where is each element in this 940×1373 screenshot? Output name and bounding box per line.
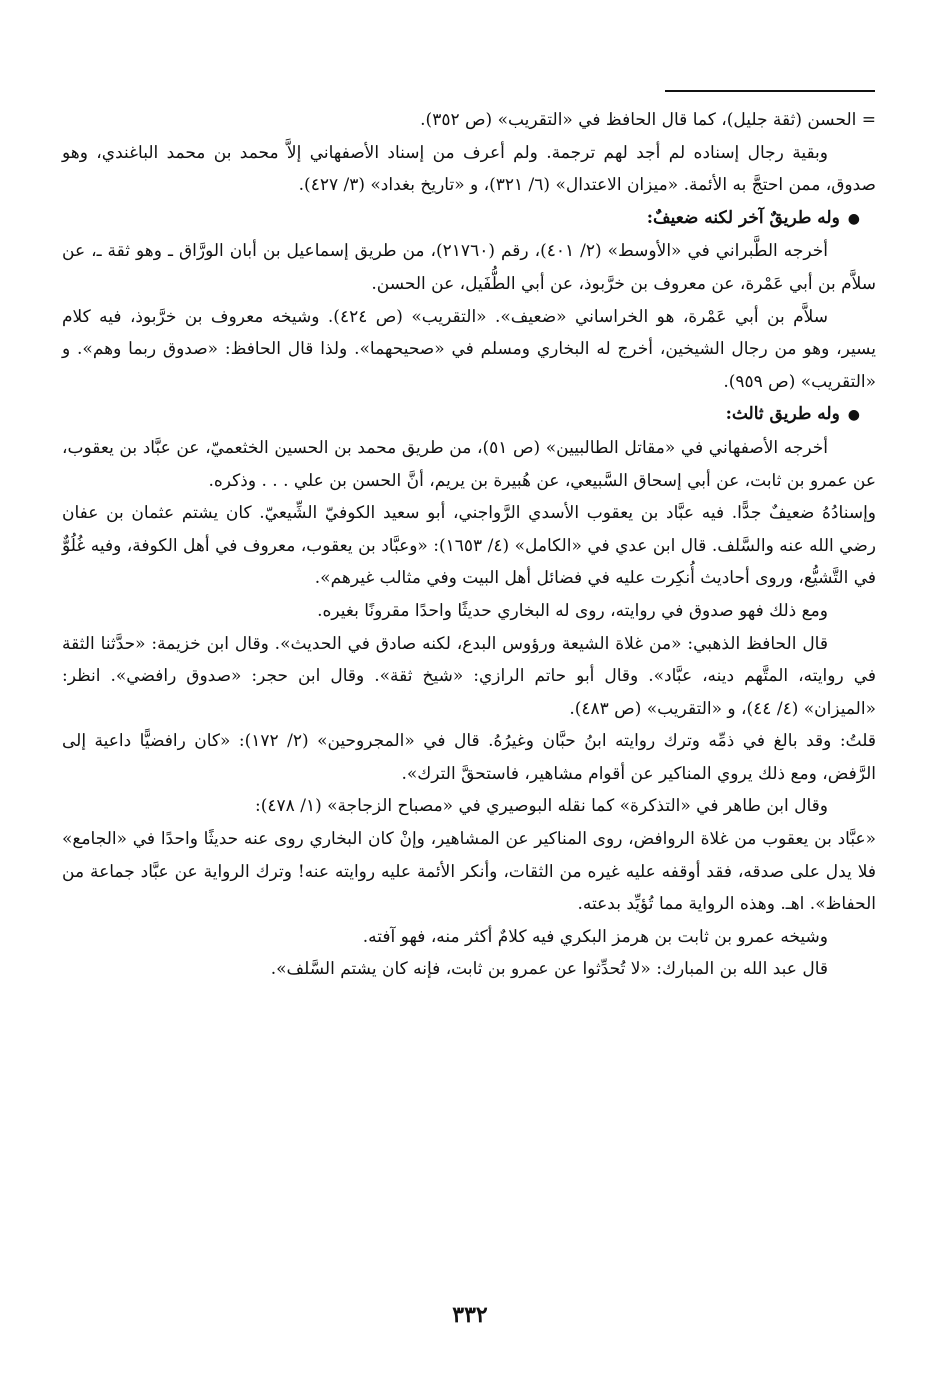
paragraph: أخرجه الطَّبراني في «الأوسط» (٢/ ٤٠١)، رقم (٢١٧٦٠)، من طريق إسماعيل بن أبان الورَّاق ـ وهو ثقة ـ، عن سلاَّم بن أبي عَمْرة، عن معروف بن خرَّبوذ، عن أبي الطُّفَيل، عن الحسن. [62,241,876,294]
page-body [62,104,876,986]
paragraph: وبقية رجال إسناده لم أجد لهم ترجمة. ولم أعرف من إسناد الأصفهاني إلاَّ محمد بن محمد الباغندي، وهو صدوق، ممن احتجَّ به الأئمة. «ميزان الاعتدال» (٦/ ٣٢١)، و «تاريخ بغداد» (٣/ ٤٢٧). [62,142,876,196]
paragraph: ومع ذلك فهو صدوق في روايته، روى له البخاري حديثًا واحدًا مقرونًا بغيره. [317,600,828,621]
footnote-separator-line [665,90,875,92]
paragraph: سلاَّم بن أبي عَمْرة، هو الخراساني «ضعيف». «التقريب» (ص ٤٢٤). وشيخه معروف بن خرَّبوذ، فيه كلام يسير، وهو من رجال الشيخين، أخرج له البخاري ومسلم في «صحيحهما». ولذا قال الحافظ: «صدوق ربما وهم». و «التقريب» (ص ٩٥٩). [62,306,876,392]
paragraph: «عبَّاد بن يعقوب من غلاة الروافض، روى المناكير عن المشاهير، وإنْ كان البخاري روى عنه حديثًا واحدًا في «الجامع» فلا يدل على صدقه، فقد أوقفه عليه غيره من الثقات، وأنكر الأئمة عليه روايته عنه! وترك الرواية عن عبَّاد جماعة من الحفاظ». اهـ. وهذه الرواية مما تُؤيِّد بدعته. [62,829,876,915]
paragraph: قلتُ: وقد بالغ في ذمِّه وترك روايته ابنُ حبَّان وغيرُهُ. قال في «المجروحين» (٢/ ١٧٢): «كان رافضيًّا داعية إلى الرَّفض، ومع ذلك يروي المناكير عن أقوام مشاهير، فاستحقَّ الترك». [62,731,876,784]
paragraph: وقال ابن طاهر في «التذكرة» كما نقله البوصيري في «مصباح الزجاجة» (١/ ٤٧٨): [255,796,828,817]
bullet-icon: ● [847,407,860,424]
section-heading [62,202,876,236]
section-heading [62,398,876,432]
section-heading-text: وله طريقٌ آخر لكنه ضعيفٌ: [646,207,840,228]
bullet-icon: ● [847,210,860,227]
paragraph: قال عبد الله بن المبارك: «لا تُحدِّثوا عن عمرو بن ثابت، فإنه كان يشتم السَّلف». [270,959,828,980]
paragraph: وشيخه عمرو بن ثابت بن هرمز البكري فيه كلامٌ أكثر منه، فهو آفته. [362,926,828,947]
paragraph: أخرجه الأصفهاني في «مقاتل الطالبيين» (ص ٥١)، من طريق محمد بن الحسين الخثعميّ، عن عبَّاد بن يعقوب، عن عمرو بن ثابت، عن أبي إسحاق السَّبيعي، عن هُبيرة بن يريم، أنَّ الحسن بن علي . . . وذكره. [62,437,876,491]
section-heading-text: وله طريق ثالث: [725,404,840,425]
page-number: ٣٣٢ [452,1302,488,1328]
paragraph: قال الحافظ الذهبي: «من غلاة الشيعة ورؤوس البدع، لكنه صادق في الحديث». وقال ابن خزيمة: «حدَّثنا الثقة في روايته، المتَّهم دينه، عبَّاد». وقال أبو حاتم الرازي: «شيخ ثقة». وقال ابن حجر: «صدوق رافضي». انظر: «الميزان» (٤/ ٤٤)، و «التقريب» (ص ٤٨٣). [62,633,876,719]
paragraph: وإسنادُهُ ضعيفٌ جدًّا. فيه عبَّاد بن يعقوب الأسدي الرَّواجني، أبو سعيد الكوفيّ الشِّيعيّ. كان يشتم عثمان بن عفان رضي الله عنه والسَّلف. قال ابن عدي في «الكامل» (٤/ ١٦٥٣): «وعبَّاد بن يعقوب، معروف في أهل الكوفة، وفيه غُلُوٌّ في التَّشيُّع، وروى أحاديث أُنكِرت عليه في فضائل أهل البيت وفي مثالب غيرهم». [62,503,876,589]
paragraph: = الحسن (ثقة جليل)، كما قال الحافظ في «التقريب» (ص ٣٥٢). [420,110,876,130]
